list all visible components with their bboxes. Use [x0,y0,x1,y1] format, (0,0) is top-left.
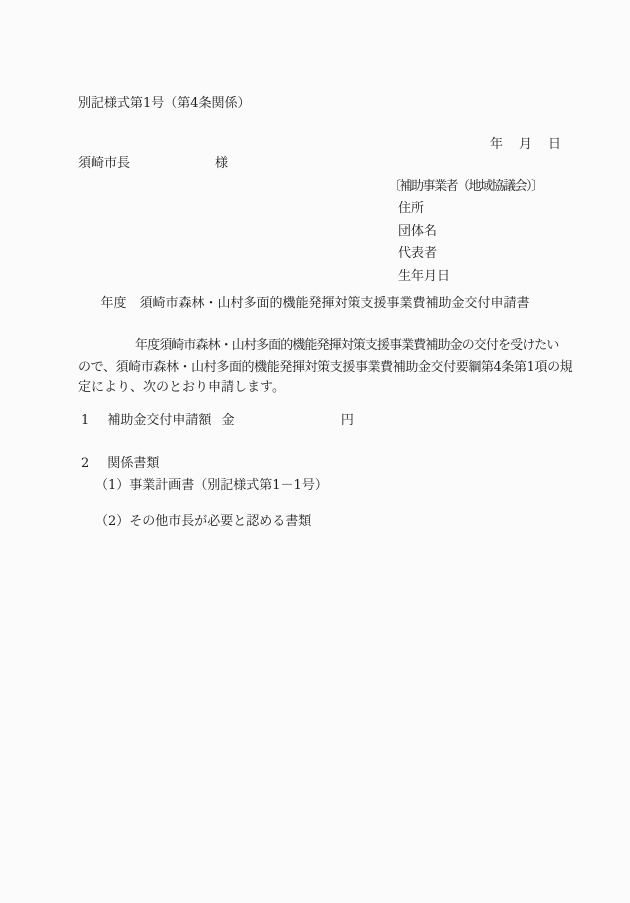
addressee-name: 須崎市長 [78,156,131,171]
item-related-documents [81,456,159,472]
item-1-number: 1 [81,413,90,428]
body-paragraph-line-1: 年度須崎市森林・山村多面的機能発揮対策支援事業費補助金の交付を受けたい [135,338,559,353]
applicant-field-birthdate: 生年月日 [398,269,451,284]
sub-item-business-plan: （1）事業計画書（別記様式第1－1号） [95,478,328,493]
addressee-line [78,156,558,172]
item-application-amount [81,413,354,429]
date-field: 年 月 日 [490,137,563,152]
form-number-label: 別記様式第1号（第4条関係） [78,96,251,111]
body-paragraph-line-3: 定により、次のとおり申請します。 [78,380,285,395]
item-1-label: 補助金交付申請額 [107,413,212,428]
applicant-field-organization-name: 団体名 [398,224,438,239]
applicant-field-representative: 代表者 [398,246,438,261]
currency-prefix-label: 金 [221,413,235,428]
document-title: 年度 須崎市森林・山村多面的機能発揮対策支援事業費補助金交付申請書 [100,296,530,311]
amount-blank-space [239,423,337,424]
item-2-number: 2 [81,456,90,471]
honorific-label: 様 [215,156,229,171]
applicant-block-heading: 〔補助事業者（地域協議会）〕 [388,179,543,194]
currency-suffix-label: 円 [340,413,354,428]
item-2-label: 関係書類 [107,456,160,471]
sub-item-other-documents: （2）その他市長が必要と認める書類 [95,514,312,529]
body-paragraph-line-2: ので、須崎市森林・山村多面的機能発揮対策支援事業費補助金交付要綱第4条第1項の規 [78,360,573,375]
applicant-field-address: 住所 [398,201,425,216]
